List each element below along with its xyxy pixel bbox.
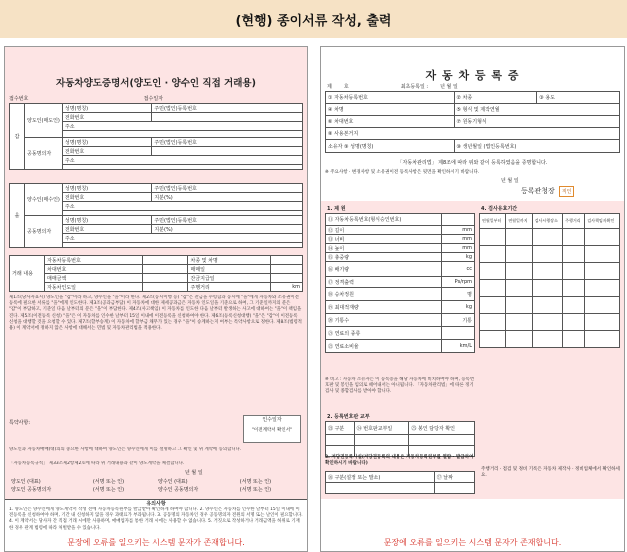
- plate-date-col: ㉔ 번호판교부일: [354, 422, 409, 435]
- confirmation-text: 양도인과 자동차매매(대)의의 중요한 사항에 대하여 양도인은 양수인에게 이를 설명하고 그 확인 및 위 계약에 동의합니다.: [9, 447, 242, 452]
- buyer-sign-slot[interactable]: (서명 또는 인): [239, 478, 272, 485]
- law-reference: 「자동차등록규칙」 제33조제2항제2호에 따라 위 거래내용과 같이 양도계약을 체결합니다.: [9, 461, 185, 466]
- spec-cylinders-unit: 기통: [441, 314, 474, 327]
- seller-address-field: 주소: [62, 122, 302, 131]
- inspect-to-col: 연월일까지: [506, 214, 532, 229]
- spec-height: ⑭ 높이: [326, 244, 442, 253]
- notes-text: 1. 양도인은 양수인에게 양도계약서 작성 전에 자동차등록원부를 발급받아 확인하게 하여야 합니다. 2. 양수인은 자동차를 인수한 날부터 15일 이내에 이전등록을 신청하여야 하며, 기간 내 신청하지 않을 경우 과태료가 부과됩니다. 3. 공동명의 자동차인 경우 공동명의자 전원의 서명 또는 날인이 필요합니다. 4. 이 계약서는 당사자 간 직접 거래 시에만 사용하며, 매매업자를 통한 거래 시에는 사용할 수 없습니다. 5. 거짓으로 작성하거나 거래금액을 허위로 기재한 경우 관계 법령에 따라 처벌받을 수 있습니다.: [9, 507, 303, 531]
- registration-title: 자 동 차 등 록 증: [425, 69, 520, 82]
- buyer-group: 을: [10, 184, 25, 248]
- mortgage-table: [325, 471, 475, 494]
- spec-weight-unit: kg: [441, 253, 474, 262]
- seller-co-sign-slot[interactable]: (서명 또는 인): [92, 486, 125, 493]
- stamp-box: [243, 415, 301, 443]
- buyer-sign-label: 양수인 (대표): [157, 478, 188, 485]
- spec-fuel: ㉑ 연료의 종류: [326, 327, 442, 340]
- spec-width: ⑬ 너비: [326, 235, 442, 244]
- buyer-co-sign-label: 양수인 공동명의자: [157, 486, 199, 493]
- banner-title: (현행) 종이서류 작성, 출력: [235, 13, 392, 29]
- buyer-rep-name: 성명(명칭): [62, 216, 151, 225]
- banner: [0, 0, 627, 38]
- system-character-warning-right: 문장에 오류를 일으키는 시스템 문자가 존재합니다.: [383, 538, 562, 547]
- seller-phone-field: 전화번호: [62, 113, 151, 122]
- plate-seal-col: ㉕ 봉인 담당자 확인: [409, 422, 475, 435]
- buyer-table: [9, 183, 303, 248]
- system-character-warning: 문장에 오류를 일으키는 시스템 문자가 존재합니다.: [67, 538, 245, 547]
- official-seal: 직인: [559, 186, 575, 197]
- spec-power-unit: Ps/rpm: [441, 277, 474, 288]
- contract-date: 년 월 일: [185, 470, 203, 476]
- spec-displacement-unit: cc: [441, 262, 474, 277]
- certification-note: ※ 주요사항 · 변경사항 및 소유권이전 등록사항은 뒷면을 확인하시기 바랍니다.: [325, 170, 480, 175]
- registration-main-table: [325, 91, 620, 153]
- receipt-date-label: 접수일자: [143, 96, 163, 102]
- seller-table: [9, 103, 303, 170]
- first-registration-label: 최초등록일 :: [400, 84, 429, 90]
- spec-displacement: ⑯ 배기량: [326, 262, 442, 277]
- car-type-field: ② 차종: [454, 92, 537, 104]
- buyer-id-field: 주민(법인)등록번호: [152, 184, 303, 193]
- notes-title: 유의사항: [5, 499, 307, 507]
- owner-label: 소유자: [328, 143, 343, 150]
- stamp-note: "이전계약서 확인서": [251, 428, 293, 433]
- buyer-phone-field: 전화번호: [62, 193, 151, 202]
- spec-power: ⑰ 정격출력: [326, 277, 442, 288]
- cert-number-suffix: 호: [343, 84, 349, 90]
- issuer-name: 등록관청장: [521, 187, 555, 195]
- trade-balance-date: 잔금지급일: [188, 274, 270, 283]
- document-title: 자동차양도증명서(양도인 · 양수인 직접 거래용): [56, 78, 256, 89]
- trade-date: 매매일: [188, 265, 270, 274]
- engine-field: ⑦ 원동기형식: [454, 116, 619, 128]
- seller-name-field: 성명(명칭): [62, 104, 151, 113]
- cert-number-prefix: 제: [327, 84, 332, 90]
- buyer-rep: 공동명의자: [25, 216, 63, 248]
- contract-clauses: 제1조(당사자표시) 양도인을 "갑"이라 하고, 양수인을 "을"이라 한다. 제2조(동시이행 등) "갑"은 잔금을 수령함과 동시에 "을"에게 자동차와 소유권이전등록에 필요한 서류를 "을"에게 인도한다. 제3조(공과금부담) 이 자동차에 대한 제세공과금은 자동차 인도일을 기준으로 하여, 그 기준일까지의 분은 "갑"이 부담하고, 기준일 다음 날부터의 분은 "을"이 부담한다. 제4조(사고책임) 이 자동차를 인도한 다음 날부터 발생하는 사고에 대하여는 "을"이 책임을 진다. 제5조(이전등록 신청) "을"은 이 자동차를 인수한 날부터 15일 이내에 이전등록을 신청하여야 한다. 제6조(등록신청대행) "을"은 "갑"이 이전등록 신청을 대행할 것을 요청할 수 있다. 제7조(할부승계) 이 자동차에 할부금 채무가 있는 경우 "을"이 승계하는지 여부는 특약사항으로 정한다. 제8조(법령적용) 이 계약서에 정하지 않은 사항에 대해서는 민법 및 자동차관리법을 적용한다.: [9, 295, 302, 332]
- spec-reg-number: ⑪ 자동차등록번호(형식승인번호): [326, 214, 442, 226]
- receipt-number-label: 접수번호: [9, 96, 29, 102]
- plate-type-col: ㉓ 구분: [326, 422, 355, 435]
- model-field: ⑤ 형식 및 제작연월: [454, 104, 619, 116]
- remarks-text: ※ 비고 : 자동차 소유자는 이 등록증을 해당 자동차에 비치하여야 하며, 등록번호판 및 봉인을 임의로 떼어내서는 아니됩니다. 「자동차관리법」에 따른 정기검사 및 종합검사를 받아야 합니다.: [325, 377, 475, 395]
- buyer-name-field: 성명(명칭): [62, 184, 151, 193]
- spec-width-unit: mm: [441, 235, 474, 244]
- buyer-sub: 양수인(매수인): [25, 184, 63, 216]
- buyer-co-sign-slot[interactable]: (서명 또는 인): [239, 486, 272, 493]
- spec-seats-unit: 명: [441, 288, 474, 301]
- spec-length: ⑫ 길이: [326, 226, 442, 235]
- seller-group: 갑: [10, 104, 25, 170]
- buyer-rep-address: 주소: [62, 234, 302, 243]
- trade-mileage: 주행거리: [188, 283, 270, 292]
- owner-id-field: ⑩ 생년월일 (법인등록번호): [454, 140, 619, 153]
- spec-height-unit: mm: [441, 244, 474, 253]
- inspect-place-col: 검사시행장소: [532, 214, 563, 229]
- buyer-rep-share: 지분(%): [152, 225, 303, 234]
- spec-load-unit: kg: [441, 301, 474, 314]
- seller-rep-address: 주소: [62, 156, 302, 165]
- transfer-certificate-document: [4, 46, 308, 552]
- spec-cylinders: ⑳ 기통수: [326, 314, 442, 327]
- buyer-address-field: 주소: [62, 202, 302, 211]
- trade-table: [9, 255, 303, 292]
- spec-weight: ⑮ 총중량: [326, 253, 442, 262]
- seller-rep-id: 주민(법인)등록번호: [152, 138, 303, 147]
- spec-efficiency-unit: km/L: [441, 340, 474, 353]
- seller-sub: 양도인(매도인): [25, 104, 63, 138]
- side-note: 주행거리 · 점검 및 정비 기록은 자동차 제작사 · 정비업체에서 확인하세요.: [481, 467, 620, 478]
- trade-reg-number: 자동차등록번호: [45, 256, 143, 265]
- signature-table: [9, 477, 303, 493]
- seller-sign-label: 양도인 (대표): [11, 478, 41, 485]
- base-location-field: ⑧ 사용본거지: [326, 128, 620, 140]
- plate-table: [325, 421, 475, 457]
- stamp-label: 인수일자: [262, 417, 282, 423]
- inspect-officer-col: 검사책임자확인: [585, 214, 620, 229]
- certification-text: 「자동차관리법」 제8조에 따라 위와 같이 등록하였음을 증명합니다.: [397, 160, 548, 166]
- seller-rep-name: 성명(명칭): [62, 138, 151, 147]
- mortgage-date-col: ㉗ 날짜: [434, 472, 474, 483]
- first-registration-date: 년 월 일: [440, 84, 458, 90]
- car-name-field: ④ 차명: [326, 104, 455, 116]
- inspection-table: [479, 213, 620, 348]
- spec-table: [325, 213, 475, 353]
- mortgage-section-title: 3. 저당권등록사실(저당권등록의 내용은 자동차등록원부를 열람 · 발급하여 확인하시기 바랍니다): [325, 455, 474, 466]
- usage-field: ③ 용도: [537, 92, 620, 104]
- seller-rep-phone: 전화번호: [62, 147, 151, 156]
- trade-vin: 차대번호: [45, 265, 143, 274]
- inspect-from-col: 연월일부터: [480, 214, 506, 229]
- buyer-rep-id: 주민(법인)등록번호: [152, 216, 303, 225]
- buyer-rep-phone: 전화번호: [62, 225, 151, 234]
- spec-efficiency: ㉒ 연료소비율: [326, 340, 442, 353]
- mortgage-type-col: ㉖ 구분(설정 또는 말소): [326, 472, 435, 483]
- seller-rep: 공동명의자: [25, 138, 63, 170]
- spec-length-unit: mm: [441, 226, 474, 235]
- issuer-line: [521, 186, 574, 197]
- spec-seats: ⑱ 승차정원: [326, 288, 442, 301]
- trade-label: 거래 내용: [10, 256, 45, 292]
- issue-date: 년 월 일: [501, 178, 519, 184]
- owner-name-field: ⑨ 성명(명칭): [344, 143, 374, 150]
- trade-mileage-unit: km: [270, 283, 302, 292]
- buyer-share-field: 지분(%): [152, 193, 303, 202]
- seller-sign-slot[interactable]: (서명 또는 인): [92, 478, 125, 485]
- plate-section-title: 2. 등록번호판 교부: [327, 414, 370, 420]
- reg-number-field: ① 자동차등록번호: [326, 92, 455, 104]
- trade-price: 매매금액: [45, 274, 143, 283]
- seller-co-sign-label: 양도인 공동명의자: [11, 486, 52, 493]
- trade-car-type: 차종 및 차명: [188, 256, 270, 265]
- registration-certificate-document: [320, 46, 625, 552]
- special-terms-label: 특약사항:: [9, 420, 31, 426]
- seller-id-field: 주민(법인)등록번호: [152, 104, 303, 113]
- vin-field: ⑥ 차대번호: [326, 116, 455, 128]
- inspection-title: 4. 검사유효기간: [481, 206, 518, 212]
- spec-load: ⑲ 최대적재량: [326, 301, 442, 314]
- trade-delivery-date: 자동차인도일: [45, 283, 143, 292]
- inspect-mileage-col: 주행거리: [563, 214, 585, 229]
- spec-title: 1. 제 원: [327, 206, 346, 212]
